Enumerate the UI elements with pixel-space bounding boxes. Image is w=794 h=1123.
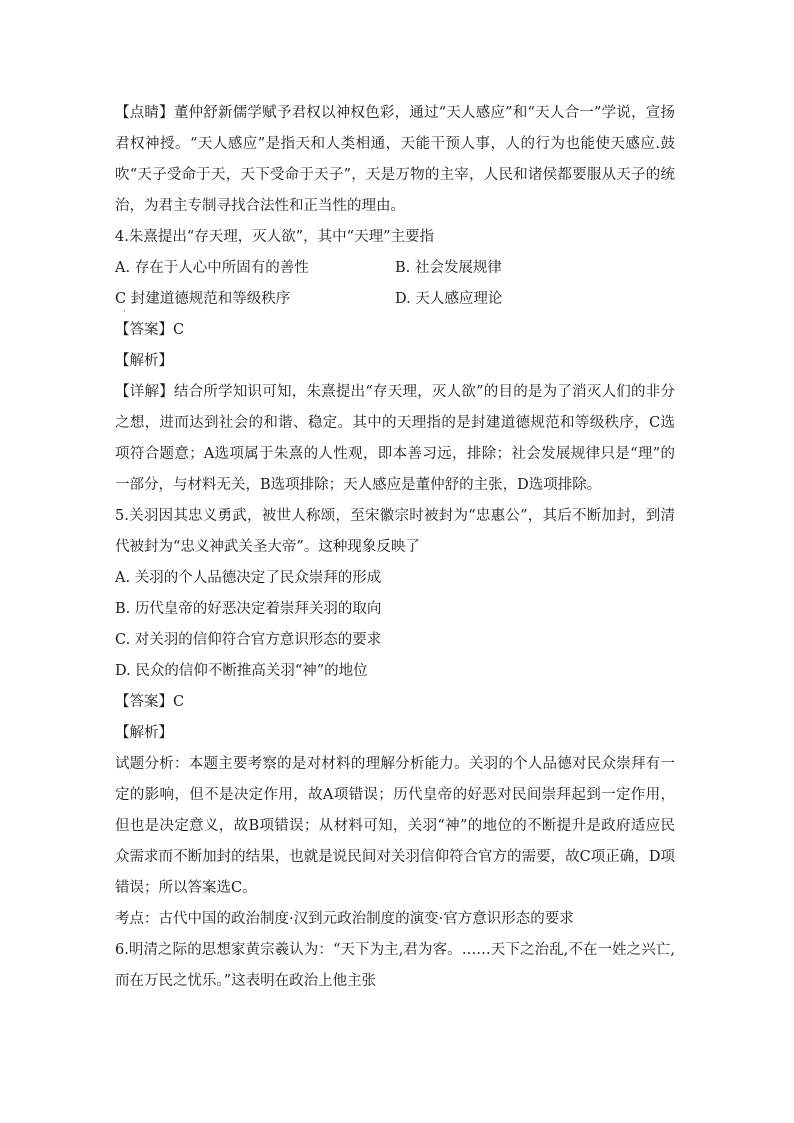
question-5-kaodian: 考点：古代中国的政治制度·汉到元政治制度的演变·官方意识形态的要求 xyxy=(115,911,574,927)
question-6-stem: 6.明清之际的思想家黄宗羲认为：“天下为主,君为客。……天下之治乱,不在一姓之兴亡,而在万民之忧乐。”这表明在政治上他主张 xyxy=(115,942,675,989)
question-5-option-c: C. 对关羽的信仰符合官方意识形态的要求 xyxy=(115,632,382,648)
question-4-answer: 【答案】C xyxy=(115,322,185,338)
question-4-option-d: D. 天人感应理论 xyxy=(395,291,503,307)
question-4-option-c: C 封建道德规范和等级秩序 xyxy=(115,291,291,307)
question-4-options-row-1 xyxy=(115,253,675,284)
question-4-option-a: A. 存在于人心中所固有的善性 xyxy=(115,260,309,276)
question-4-stem: 4.朱熹提出“存天理，灭人欲”，其中“天理”主要指 xyxy=(115,229,434,245)
question-5-analysis: 试题分析：本题主要考察的是对材料的理解分析能力。关羽的个人品德对民众崇拜有一定的影响，但不是决定作用，故A项错误；历代皇帝的好恶对民间崇拜起到一定作用，但也是决定意义，故B项错误；从材料可知，关羽“神”的地位的不断提升是政府适应民众需求而不断加封的结果，也就是说民间对关羽信仰符合官方的需要，故C项正确，D项错误；所以答案选C。 xyxy=(115,756,675,896)
question-5-option-a: A. 关羽的个人品德决定了民众崇拜的形成 xyxy=(115,570,382,586)
question-4-option-b: B. 社会发展规律 xyxy=(395,260,502,276)
question-5-stem: 5.关羽因其忠义勇武，被世人称颂，至宋徽宗时被封为“忠惠公”，其后不断加封，到清代被封为“忠义神武关圣大帝”。这种现象反映了 xyxy=(115,508,675,555)
dianjing-paragraph: 【点睛】董仲舒新儒学赋予君权以神权色彩，通过“天人感应”和“天人合一”学说，宣扬君权神授。“天人感应”是指天和人类相通，天能干预人事，人的行为也能使天感应.鼓吹“天子受命于天，天下受命于天子”，天是万物的主宰，人民和诸侯都要服从天子的统治，为君主专制寻找合法性和正当性的理由。 xyxy=(115,105,675,214)
stray-mark: · xyxy=(123,307,126,317)
question-4-jiexi-label: 【解析】 xyxy=(115,353,173,369)
document-body xyxy=(115,98,675,997)
question-5-answer: 【答案】C xyxy=(115,694,185,710)
question-5-option-d: D. 民众的信仰不断推高关羽“神”的地位 xyxy=(115,663,368,679)
question-5-jiexi-label: 【解析】 xyxy=(115,725,173,741)
question-4-detail: 【详解】结合所学知识可知，朱熹提出“存天理，灭人欲”的目的是为了消灭人们的非分之想，进而达到社会的和谐、稳定。其中的天理指的是封建道德规范和等级秩序，C选项符合题意；A选项属于朱熹的人性观，即本善习远，排除；社会发展规律只是“理”的一部分，与材料无关，B选项排除；天人感应是董仲舒的主张，D选项排除。 xyxy=(115,384,675,493)
question-4-options-row-2 xyxy=(115,284,675,315)
question-5-option-b: B. 历代皇帝的好恶决定着崇拜关羽的取向 xyxy=(115,601,382,617)
